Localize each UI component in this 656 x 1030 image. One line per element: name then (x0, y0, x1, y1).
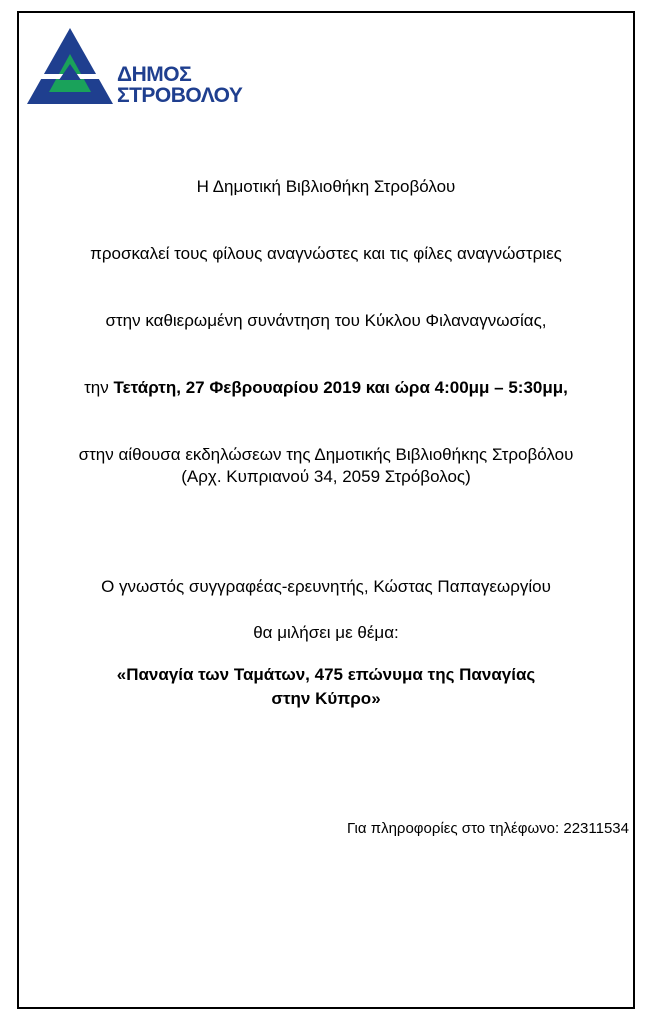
library-line: Η Δημοτική Βιβλιοθήκη Στροβόλου (196, 177, 456, 196)
info-phone: Για πληροφορίες στο τηλέφωνο: 22311534 (346, 820, 629, 837)
speaker-line: Ο γνωστός συγγραφέας-ερευνητής, Κώστας Παπαγεωργίου (101, 577, 551, 596)
triangle-logo-icon (25, 26, 115, 106)
logo-line-2: ΣΤΡΟΒΟΛΟΥ (117, 84, 243, 107)
date-line (17, 377, 635, 399)
address-line: (Αρχ. Κυπριανού 34, 2059 Στρόβολος) (181, 467, 471, 486)
logo-line-1: ΔΗΜΟΣ (117, 63, 192, 86)
venue-line: στην αίθουσα εκδηλώσεων της Δημοτικής Βιβλιοθήκης Στροβόλου (78, 445, 574, 464)
meeting-line: στην καθιερωμένη συνάντηση του Κύκλου Φιλαναγνωσίας, (105, 311, 547, 330)
talk-title-line-1: «Παναγία των Ταμάτων, 475 επώνυμα της Παναγίας (116, 665, 536, 684)
date-time: Τετάρτη, 27 Φεβρουαρίου 2019 και ώρα 4:00μμ – 5:30μμ, (113, 378, 568, 397)
topic-intro-line: θα μιλήσει με θέμα: (253, 623, 399, 642)
page-border (17, 11, 635, 1009)
date-prefix: την (84, 378, 114, 397)
logo-text (117, 64, 242, 106)
invite-line: προσκαλεί τους φίλους αναγνώστες και τις φίλες αναγνώστριες (90, 244, 562, 263)
talk-title-line-2: στην Κύπρο» (271, 689, 381, 708)
municipality-logo (25, 26, 245, 106)
